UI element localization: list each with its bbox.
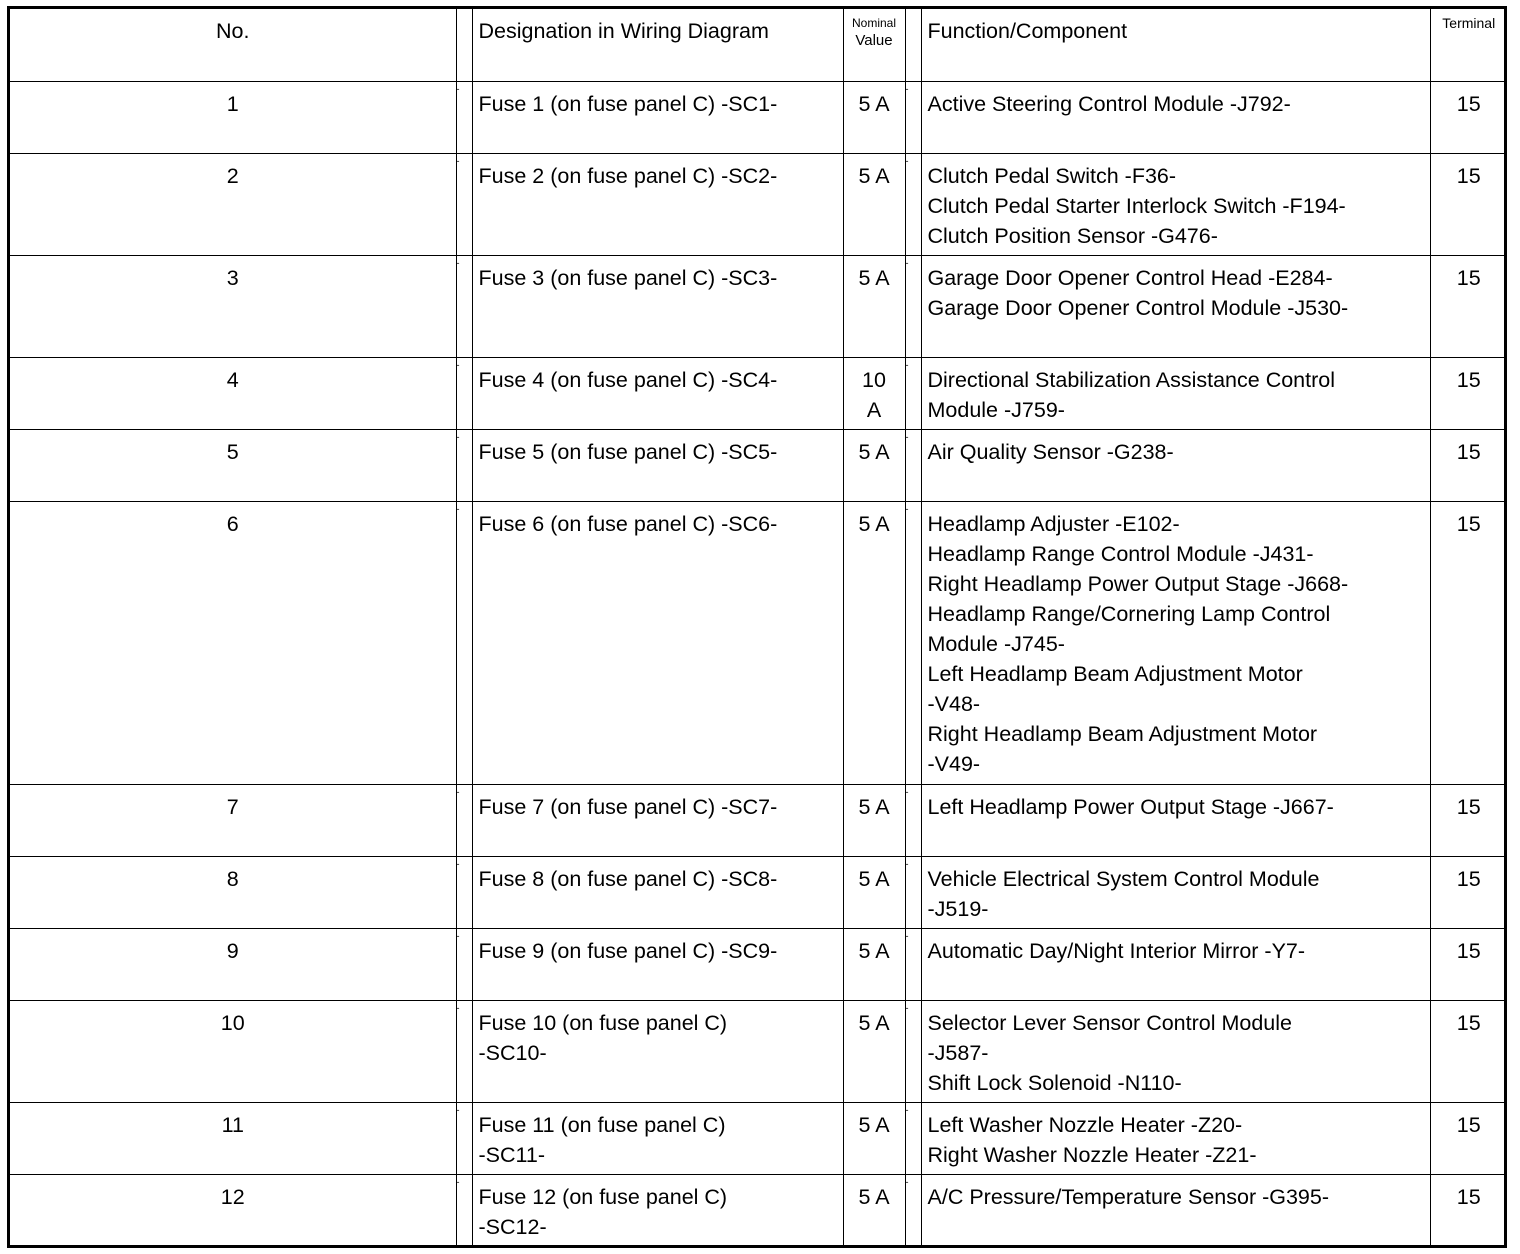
function-cell (921, 1102, 1430, 1174)
gap-marker-cell: - (905, 255, 921, 357)
terminal-cell: 15 (1430, 501, 1507, 784)
nominal-value-line: 5 A (858, 1184, 890, 1209)
designation-cell (472, 501, 843, 784)
nominal-value-line: 10 (862, 367, 886, 392)
header-gap (905, 9, 921, 81)
gap-marker-cell: - (456, 1000, 472, 1102)
fuse-number-cell: 4 (10, 357, 456, 429)
function-line: Headlamp Range Control Module -J431- (927, 541, 1314, 566)
function-cell (921, 1174, 1430, 1246)
function-line: Right Washer Nozzle Heater -Z21- (927, 1142, 1257, 1167)
gap-marker-cell: - (905, 856, 921, 928)
designation-cell (472, 784, 843, 856)
designation-line: Fuse 1 (on fuse panel C) -SC1- (478, 91, 778, 116)
nominal-value-line: 5 A (858, 1010, 890, 1035)
fuse-number-cell: 1 (10, 81, 456, 153)
gap-marker-cell: - (905, 928, 921, 1000)
fuse-table-frame (7, 6, 1507, 1248)
nominal-value-line: 5 A (858, 1112, 890, 1137)
function-cell (921, 429, 1430, 501)
designation-cell (472, 255, 843, 357)
designation-line: Fuse 9 (on fuse panel C) -SC9- (478, 938, 778, 963)
terminal-cell: 15 (1430, 1102, 1507, 1174)
table-row (10, 1102, 1507, 1174)
terminal-cell: 15 (1430, 357, 1507, 429)
designation-cell (472, 429, 843, 501)
header-designation: Designation in Wiring Diagram (472, 9, 843, 81)
gap-marker-cell: - (456, 856, 472, 928)
function-line: Clutch Pedal Starter Interlock Switch -F194- (927, 193, 1346, 218)
designation-cell (472, 357, 843, 429)
terminal-cell: 15 (1430, 1000, 1507, 1102)
function-cell (921, 255, 1430, 357)
nominal-value-cell (843, 501, 905, 784)
fuse-table-body (10, 9, 1507, 1246)
designation-cell (472, 856, 843, 928)
nominal-value-cell (843, 153, 905, 255)
function-line: Air Quality Sensor -G238- (927, 439, 1174, 464)
function-cell (921, 501, 1430, 784)
fuse-number-cell: 5 (10, 429, 456, 501)
terminal-cell: 15 (1430, 81, 1507, 153)
designation-cell (472, 153, 843, 255)
gap-marker-cell: - (905, 1102, 921, 1174)
designation-line: Fuse 12 (on fuse panel C) (478, 1184, 728, 1209)
function-line: Active Steering Control Module -J792- (927, 91, 1291, 116)
fuse-number-cell: 11 (10, 1102, 456, 1174)
function-line: -J587- (927, 1040, 989, 1065)
designation-line: -SC12- (478, 1214, 547, 1239)
nominal-value-cell (843, 81, 905, 153)
fuse-number-cell: 12 (10, 1174, 456, 1246)
designation-cell (472, 81, 843, 153)
fuse-table (10, 9, 1507, 1246)
designation-line: Fuse 11 (on fuse panel C) (478, 1112, 726, 1137)
gap-marker-cell: - (456, 81, 472, 153)
table-row (10, 1000, 1507, 1102)
gap-marker-cell: - (905, 1000, 921, 1102)
fuse-number-cell: 2 (10, 153, 456, 255)
nominal-value-line: 5 A (858, 265, 890, 290)
function-line: Vehicle Electrical System Control Module (927, 866, 1320, 891)
gap-marker-cell: - (456, 357, 472, 429)
function-cell (921, 153, 1430, 255)
function-line: Shift Lock Solenoid -N110- (927, 1070, 1182, 1095)
nominal-value-cell (843, 255, 905, 357)
terminal-cell: 15 (1430, 856, 1507, 928)
header-gap (456, 9, 472, 81)
function-line: Left Washer Nozzle Heater -Z20- (927, 1112, 1243, 1137)
function-line: -V49- (927, 751, 981, 776)
fuse-number-cell: 7 (10, 784, 456, 856)
function-line: Module -J745- (927, 631, 1065, 656)
designation-line: -SC10- (478, 1040, 547, 1065)
nominal-value-line: 5 A (858, 866, 890, 891)
nominal-value-cell (843, 357, 905, 429)
designation-cell (472, 1174, 843, 1246)
designation-line: Fuse 8 (on fuse panel C) -SC8- (478, 866, 778, 891)
designation-cell (472, 928, 843, 1000)
designation-cell (472, 1102, 843, 1174)
nominal-value-cell (843, 1174, 905, 1246)
nominal-value-line: 5 A (858, 163, 890, 188)
gap-marker-cell: - (905, 357, 921, 429)
header-nominal-line: Nominal (851, 16, 896, 30)
function-cell (921, 856, 1430, 928)
function-line: Automatic Day/Night Interior Mirror -Y7- (927, 938, 1306, 963)
nominal-value-line: A (866, 397, 882, 422)
function-cell (921, 357, 1430, 429)
designation-line: Fuse 10 (on fuse panel C) (478, 1010, 728, 1035)
gap-marker-cell: - (456, 153, 472, 255)
terminal-cell: 15 (1430, 784, 1507, 856)
fuse-number-cell: 8 (10, 856, 456, 928)
designation-line: Fuse 7 (on fuse panel C) -SC7- (478, 794, 778, 819)
function-line: Clutch Pedal Switch -F36- (927, 163, 1177, 188)
header-terminal: Terminal (1430, 9, 1507, 81)
function-line: A/C Pressure/Temperature Sensor -G395- (927, 1184, 1329, 1209)
gap-marker-cell: - (905, 153, 921, 255)
function-line: Module -J759- (927, 397, 1065, 422)
nominal-value-line: 5 A (858, 794, 890, 819)
terminal-cell: 15 (1430, 928, 1507, 1000)
function-cell (921, 1000, 1430, 1102)
function-line: Left Headlamp Power Output Stage -J667- (927, 794, 1334, 819)
gap-marker-cell: - (905, 501, 921, 784)
header-nominal-value (843, 9, 905, 81)
table-row (10, 357, 1507, 429)
designation-line: -SC11- (478, 1142, 546, 1167)
designation-cell (472, 1000, 843, 1102)
header-row (10, 9, 1507, 81)
gap-marker-cell: - (456, 928, 472, 1000)
table-row (10, 856, 1507, 928)
function-cell (921, 928, 1430, 1000)
fuse-number-cell: 6 (10, 501, 456, 784)
nominal-value-line: 5 A (858, 439, 890, 464)
function-line: -J519- (927, 896, 989, 921)
fuse-number-cell: 3 (10, 255, 456, 357)
function-line: Garage Door Opener Control Head -E284- (927, 265, 1333, 290)
function-line: Directional Stabilization Assistance Control (927, 367, 1336, 392)
header-value-line: Value (855, 32, 893, 49)
function-line: Selector Lever Sensor Control Module (927, 1010, 1292, 1035)
gap-marker-cell: - (456, 501, 472, 784)
fuse-number-cell: 9 (10, 928, 456, 1000)
fuse-number-cell: 10 (10, 1000, 456, 1102)
header-function: Function/Component (921, 9, 1430, 81)
function-line: Headlamp Range/Cornering Lamp Control (927, 601, 1331, 626)
terminal-cell: 15 (1430, 429, 1507, 501)
gap-marker-cell: - (456, 1174, 472, 1246)
terminal-cell: 15 (1430, 255, 1507, 357)
designation-line: Fuse 2 (on fuse panel C) -SC2- (478, 163, 778, 188)
function-line: Clutch Position Sensor -G476- (927, 223, 1218, 248)
gap-marker-cell: - (905, 429, 921, 501)
nominal-value-line: 5 A (858, 91, 890, 116)
table-row (10, 928, 1507, 1000)
gap-marker-cell: - (456, 784, 472, 856)
nominal-value-cell (843, 1000, 905, 1102)
gap-marker-cell: - (905, 1174, 921, 1246)
table-row (10, 429, 1507, 501)
nominal-value-line: 5 A (858, 938, 890, 963)
header-no: No. (10, 9, 456, 81)
nominal-value-cell (843, 784, 905, 856)
gap-marker-cell: - (456, 429, 472, 501)
gap-marker-cell: - (905, 81, 921, 153)
designation-line: Fuse 3 (on fuse panel C) -SC3- (478, 265, 778, 290)
function-line: Garage Door Opener Control Module -J530- (927, 295, 1349, 320)
terminal-cell: 15 (1430, 153, 1507, 255)
function-line: -V48- (927, 691, 981, 716)
gap-marker-cell: - (456, 255, 472, 357)
nominal-value-cell (843, 1102, 905, 1174)
table-row (10, 501, 1507, 784)
function-cell (921, 784, 1430, 856)
function-cell (921, 81, 1430, 153)
nominal-value-cell (843, 928, 905, 1000)
function-line: Left Headlamp Beam Adjustment Motor (927, 661, 1303, 686)
nominal-value-cell (843, 856, 905, 928)
function-line: Right Headlamp Power Output Stage -J668- (927, 571, 1349, 596)
table-row (10, 1174, 1507, 1246)
gap-marker-cell: - (905, 784, 921, 856)
nominal-value-cell (843, 429, 905, 501)
designation-line: Fuse 5 (on fuse panel C) -SC5- (478, 439, 778, 464)
table-row (10, 153, 1507, 255)
designation-line: Fuse 4 (on fuse panel C) -SC4- (478, 367, 778, 392)
gap-marker-cell: - (456, 1102, 472, 1174)
designation-line: Fuse 6 (on fuse panel C) -SC6- (478, 511, 778, 536)
table-row (10, 255, 1507, 357)
nominal-value-line: 5 A (858, 511, 890, 536)
terminal-cell: 15 (1430, 1174, 1507, 1246)
table-row (10, 784, 1507, 856)
function-line: Headlamp Adjuster -E102- (927, 511, 1180, 536)
table-row (10, 81, 1507, 153)
function-line: Right Headlamp Beam Adjustment Motor (927, 721, 1318, 746)
